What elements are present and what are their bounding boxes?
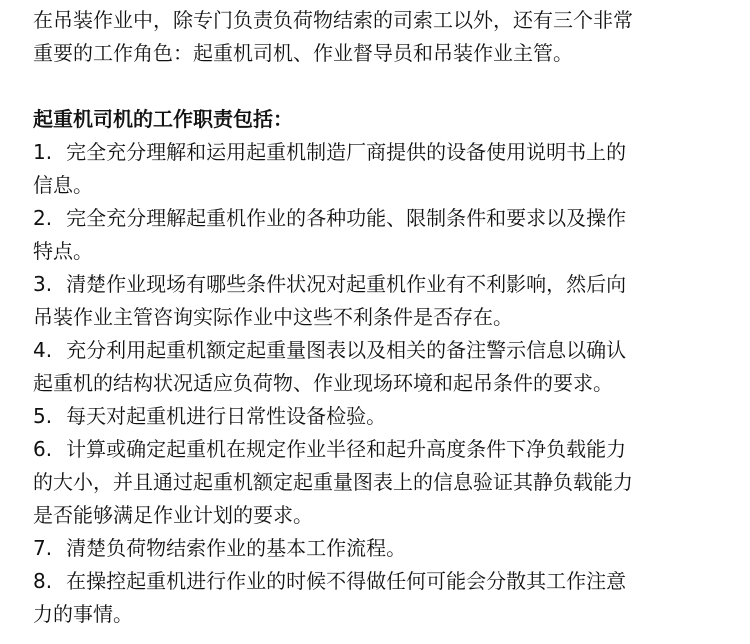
list-item-6: [33, 433, 730, 532]
item-text-line-2: 力的事情。: [33, 602, 133, 626]
list-item-4: [33, 334, 730, 400]
item-text-line-1: 计算或确定起重机在规定作业半径和起升高度条件下净负载能力: [66, 437, 627, 461]
item-text-line-2: 的大小，并且通过起重机额定起重量图表上的信息验证其静负载能力: [33, 470, 633, 494]
item-number: 3.: [33, 272, 53, 296]
item-text-line-1: 每天对起重机进行日常性设备检验。: [66, 404, 387, 428]
intro-line-2: 重要的工作角色：起重机司机、作业督导员和吊装作业主管。: [33, 41, 573, 65]
item-text-line-2: 起重机的结构状况适应负荷物、作业现场环境和起吊条件的要求。: [33, 371, 613, 395]
list-item-7: [33, 532, 730, 565]
item-text-line-1: 清楚作业现场有哪些条件状况对起重机作业有不利影响，然后向: [66, 272, 627, 296]
list-item-1: [33, 136, 730, 202]
section-heading: 起重机司机的工作职责包括：: [33, 107, 293, 131]
duty-list: [33, 136, 730, 631]
item-text-line-1: 清楚负荷物结索作业的基本工作流程。: [66, 536, 407, 560]
item-number: 2.: [33, 206, 53, 230]
item-text-line-1: 完全充分理解和运用起重机制造厂商提供的设备使用说明书上的: [66, 140, 627, 164]
item-text-line-2: 特点。: [33, 239, 93, 263]
item-number: 8.: [33, 569, 53, 593]
intro-line-1: 在吊装作业中，除专门负责负荷物结索的司索工以外，还有三个非常: [33, 8, 633, 32]
item-text-line-1: 在操控起重机进行作业的时候不得做任何可能会分散其工作注意: [66, 569, 627, 593]
item-number: 6.: [33, 437, 53, 461]
intro-paragraph: [33, 4, 730, 70]
item-text-line-2: 信息。: [33, 173, 93, 197]
item-number: 7.: [33, 536, 53, 560]
item-number: 5.: [33, 404, 53, 428]
item-number: 4.: [33, 338, 53, 362]
item-text-line-2: 吊装作业主管咨询实际作业中这些不利条件是否存在。: [33, 305, 513, 329]
list-item-2: [33, 202, 730, 268]
item-text-line-3: 是否能够满足作业计划的要求。: [33, 503, 313, 527]
item-number: 1.: [33, 140, 53, 164]
item-text-line-1: 完全充分理解起重机作业的各种功能、限制条件和要求以及操作: [66, 206, 627, 230]
list-item-5: [33, 400, 730, 433]
item-text-line-1: 充分利用起重机额定起重量图表以及相关的备注警示信息以确认: [66, 338, 627, 362]
list-item-3: [33, 268, 730, 334]
list-item-8: [33, 565, 730, 631]
